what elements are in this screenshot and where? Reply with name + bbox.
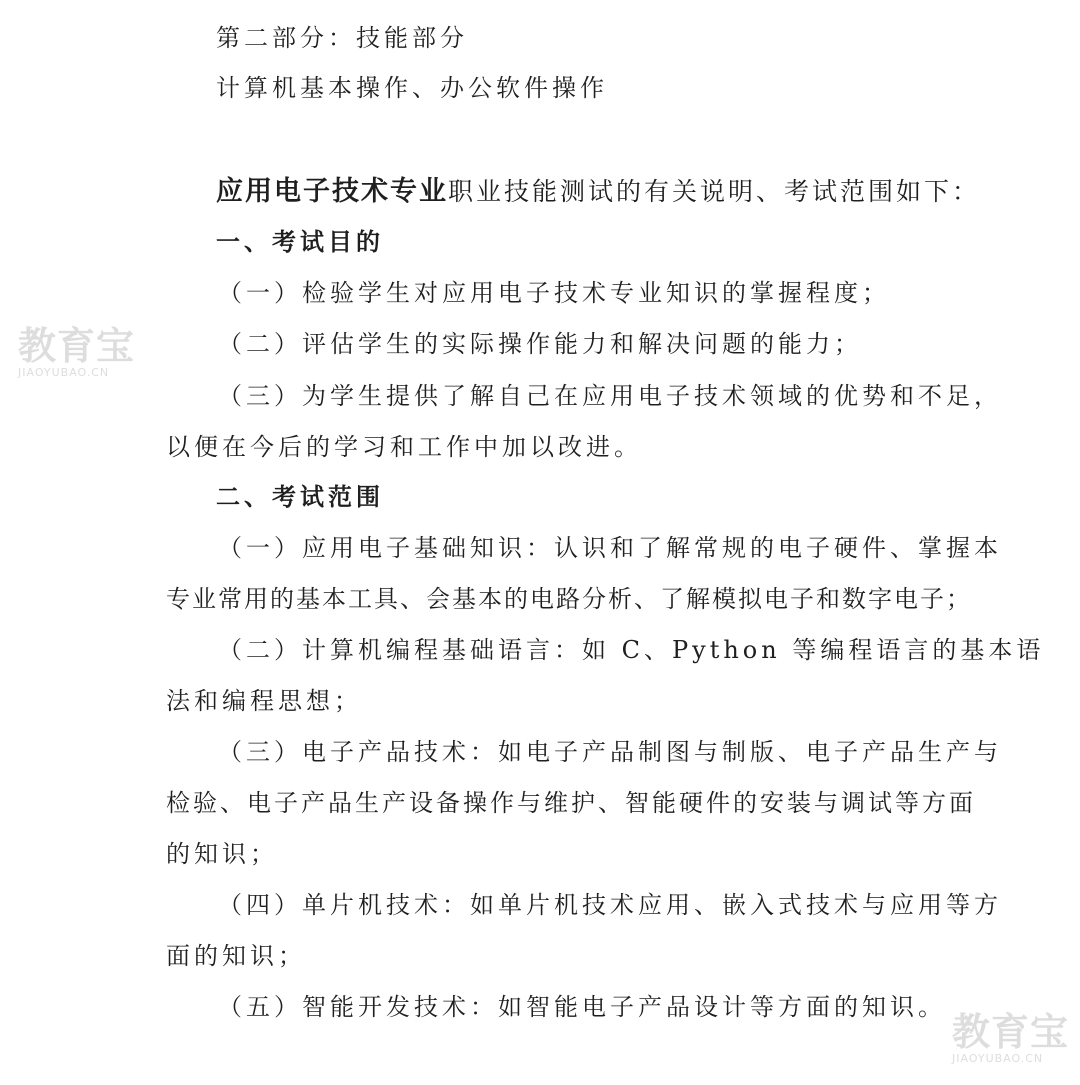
- major-name: 应用电子技术专业: [216, 176, 448, 207]
- scope-item-cont: 专业常用的基本工具、会基本的电路分析、了解模拟电子和数字电子；: [166, 585, 972, 613]
- watermark-url: JIAOYUBAO.CN: [18, 366, 110, 379]
- purpose-item-cont: 以便在今后的学习和工作中加以改进。: [166, 433, 642, 461]
- watermark-logo-text: 教育宝: [18, 324, 136, 368]
- purpose-heading: 一、考试目的: [216, 228, 384, 256]
- section2-content: 计算机基本操作、办公软件操作: [216, 74, 608, 102]
- scope-heading: 二、考试范围: [216, 483, 384, 511]
- section2-title: 第二部分：技能部分: [216, 24, 468, 52]
- scope-item: （二）计算机编程基础语言：如 C、Python 等编程语言的基本语: [218, 636, 1045, 664]
- purpose-item: （三）为学生提供了解自己在应用电子技术领域的优势和不足，: [218, 382, 1002, 410]
- watermark-bottom-right: [952, 1012, 1069, 1066]
- scope-item: （三）电子产品技术：如电子产品制图与制版、电子产品生产与: [218, 738, 1002, 766]
- watermark-logo-text: 教育宝: [952, 1010, 1070, 1054]
- scope-item-cont: 检验、电子产品生产设备操作与维护、智能硬件的安装与调试等方面: [166, 789, 976, 817]
- scope-item: （四）单片机技术：如单片机技术应用、嵌入式技术与应用等方: [218, 891, 1002, 919]
- watermark-url: JIAOYUBAO.CN: [952, 1052, 1044, 1065]
- scope-item: （一）应用电子基础知识：认识和了解常规的电子硬件、掌握本: [218, 534, 1002, 562]
- purpose-item: （一）检验学生对应用电子技术专业知识的掌握程度；: [218, 279, 890, 307]
- watermark-left: [18, 326, 135, 380]
- scope-item-cont: 的知识；: [166, 840, 278, 868]
- intro-text: 职业技能测试的有关说明、考试范围如下：: [448, 177, 981, 206]
- scope-item-cont: 面的知识；: [166, 942, 306, 970]
- intro-line: [216, 176, 980, 208]
- purpose-item: （二）评估学生的实际操作能力和解决问题的能力；: [218, 330, 862, 358]
- scope-item: （五）智能开发技术：如智能电子产品设计等方面的知识。: [218, 993, 946, 1021]
- scope-item-cont: 法和编程思想；: [166, 687, 362, 715]
